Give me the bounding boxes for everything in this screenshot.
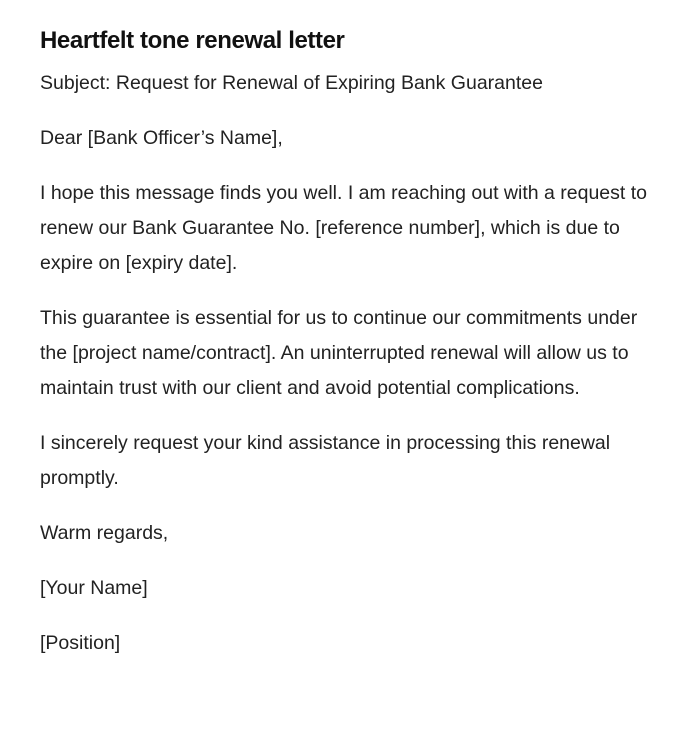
- letter-subject: Subject: Request for Renewal of Expiring Bank Guarantee: [40, 72, 543, 94]
- letter-closing: Warm regards,: [40, 522, 169, 544]
- letter-body-reason: This guarantee is essential for us to continue our commitments under the [project name/contract]. An uninterrupted renewal will allow us to maintain trust with our client and avoid potential complications.: [40, 307, 638, 399]
- letter-body-intro: I hope this message finds you well. I am reaching out with a request to renew our Bank Guarantee No. [reference number], which is due to expire on [expiry date].: [40, 182, 647, 274]
- letter-salutation: Dear [Bank Officer’s Name],: [40, 127, 283, 149]
- letter-signature-name: [Your Name]: [40, 577, 148, 599]
- letter-signature-position: [Position]: [40, 632, 121, 654]
- letter-body-request: I sincerely request your kind assistance in processing this renewal promptly.: [40, 432, 611, 489]
- letter-title: Heartfelt tone renewal letter: [40, 27, 345, 54]
